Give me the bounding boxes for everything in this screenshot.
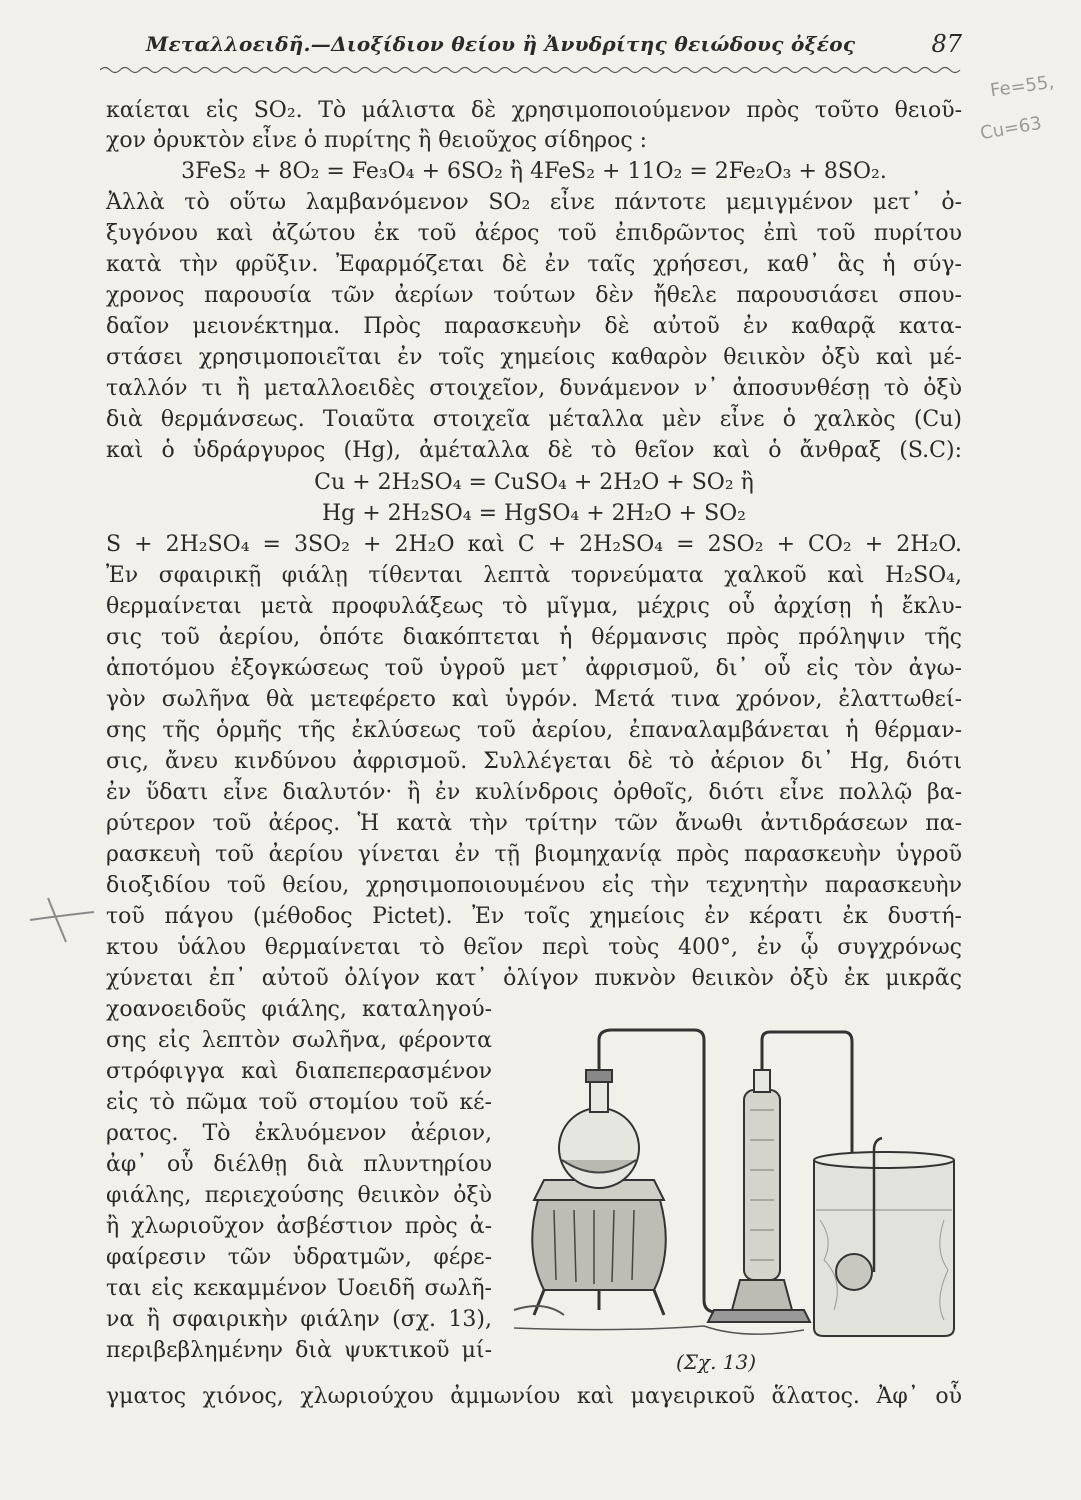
side-column-line: να ἢ σφαιρικὴν φιάλην (σχ. 13), bbox=[106, 1307, 492, 1332]
body-line: σης τῆς ὁρμῆς τῆς ἐκλύσεως τοῦ ἀερίου, ἐπαναλαμβάνεται ἡ θέρμαν- bbox=[106, 718, 962, 743]
body-line: Ἐν σφαιρικῇ φιάλῃ τίθενται λεπτὰ τορνεύματα χαλκοῦ καὶ H₂SO₄, bbox=[106, 563, 962, 588]
body-line: σις τοῦ ἀερίου, ὁπότε διακόπτεται ἡ θέρμανσις πρὸς πρόληψιν τῆς bbox=[106, 625, 962, 650]
side-column-line: στρόφιγγα καὶ διαπεπερασμένον bbox=[106, 1059, 492, 1084]
body-line: γὸν σωλῆνα θὰ μετεφέρετο καὶ ὑγρόν. Μετά τινα χρόνον, ἐλαττωθεί- bbox=[106, 687, 962, 712]
side-column-line: χοανοειδοῦς φιάλης, καταληγού- bbox=[106, 997, 492, 1022]
side-column-line: φαίρεσιν τῶν ὑδρατμῶν, φέρε- bbox=[106, 1245, 492, 1270]
round-flask-icon bbox=[559, 1070, 639, 1188]
body-line: διοξιδίου τοῦ θείου, χρησιμοποιουμένου εἰς τὴν τεχνητὴν παρασκευὴν bbox=[106, 873, 962, 898]
body-line: γματος χιόνος, χλωριούχου ἀμμωνίου καὶ μαγειρικοῦ ἅλατος. Ἀφ᾽ οὗ bbox=[106, 1384, 962, 1409]
side-column-line: ται εἰς κεκαμμένον Uοειδῆ σωλῆ- bbox=[106, 1276, 492, 1301]
body-line: ἀποτόμου ἐξογκώσεως τοῦ ὑγροῦ μετ᾽ ἀφρισμοῦ, δι᾽ οὗ εἰς τὸν ἀγω- bbox=[106, 656, 962, 681]
header-wavy-rule bbox=[100, 64, 962, 76]
body-line: ρασκευὴ τοῦ ἀερίου γίνεται ἐν τῇ βιομηχανίᾳ πρὸς παρασκευὴν ὑγροῦ bbox=[106, 842, 962, 867]
margin-note-line-1: Fe=55, bbox=[988, 71, 1056, 102]
body-line: καὶ ὁ ὑδράργυρος (Hg), ἀμέταλλα δὲ τὸ θεῖον καὶ ὁ ἄνθραξ (S.C): bbox=[106, 438, 962, 463]
body-line: ταλλόν τι ἢ μεταλλοειδὲς στοιχεῖον, δυνάμενον ν᾽ ἀποσυνθέσῃ τὸ ὀξὺ bbox=[106, 376, 962, 401]
equation-line: Cu + 2H₂SO₄ = CuSO₄ + 2H₂O + SO₂ ἢ bbox=[314, 470, 754, 495]
stove-stand-icon bbox=[514, 1180, 666, 1315]
body-line: κατὰ τὴν φρῦξιν. Ἐφαρμόζεται δὲ ἐν ταῖς χρήσεσι, καθ᾽ ἃς ἡ σύγ- bbox=[106, 252, 962, 277]
margin-note-line-2: Cu=63 bbox=[978, 112, 1044, 145]
handwritten-margin-note bbox=[980, 72, 1080, 162]
body-line: ξυγόνου καὶ ἀζώτου ἐκ τοῦ ἀέρος τοῦ ἐπιδρῶντος ἐπὶ τοῦ πυρίτου bbox=[106, 221, 962, 246]
body-line: Ἀλλὰ τὸ οὕτω λαμβανόμενον SO₂ εἶνε πάντοτε μεμιγμένον μετ᾽ ὀ- bbox=[106, 190, 962, 215]
body-line: τοῦ πάγου (μέθοδος Pictet). Ἐν τοῖς χημείοις ἐν κέρατι ἐκ δυστή- bbox=[106, 904, 962, 929]
figure-caption: (Σχ. 13) bbox=[676, 1350, 757, 1374]
body-line: χύνεται ἐπ᾽ αὐτοῦ ὀλίγον κατ᾽ ὀλίγον πυκνὸν θειικὸν ὀξὺ ἐκ μικρᾶς bbox=[106, 966, 962, 991]
body-line: ρύτερον τοῦ ἀέρος. Ἡ κατὰ τὴν τρίτην τῶν ἄνωθι ἀντιδράσεων πα- bbox=[106, 811, 962, 836]
side-column-line: σης εἰς λεπτὸν σωλῆνα, φέροντα bbox=[106, 1028, 492, 1053]
body-line: χον ὀρυκτὸν εἶνε ὁ πυρίτης ἢ θειοῦχος σίδηρος : bbox=[106, 128, 648, 153]
running-header bbox=[100, 30, 962, 64]
body-line: διὰ θερμάνσεως. Τοιαῦτα στοιχεῖα μέταλλα μὲν εἶνε ὁ χαλκὸς (Cu) bbox=[106, 407, 962, 432]
body-line: κτου ὑάλου θερμαίνεται τὸ θεῖον περὶ τοὺς 400°, ἐν ᾧ συγχρόνως bbox=[106, 935, 962, 960]
body-line: στάσει χρησιμοποιεῖται ἐν τοῖς χημείοις καθαρὸν θειικὸν ὀξὺ καὶ μέ- bbox=[106, 345, 962, 370]
side-column-line: εἰς τὸ πῶμα τοῦ στομίου τοῦ κέ- bbox=[106, 1090, 492, 1115]
figure-apparatus-illustration bbox=[504, 1010, 984, 1350]
body-line: δαῖον μειονέκτημα. Πρὸς παρασκευὴν δὲ αὐτοῦ ἐν καθαρᾷ κατα- bbox=[106, 314, 962, 339]
body-line: χρονος παρουσία τῶν ἀερίων τούτων δὲν ἤθελε παρουσιάσει σπου- bbox=[106, 283, 962, 308]
side-column-line: ἀφ᾽ οὗ διέλθῃ διὰ πλυντηρίου bbox=[106, 1152, 492, 1177]
drying-column-icon bbox=[708, 1070, 810, 1322]
equation-line: S + 2H₂SO₄ = 3SO₂ + 2H₂O καὶ C + 2H₂SO₄ = 2SO₂ + CO₂ + 2H₂O. bbox=[106, 532, 962, 557]
page-number: 87 bbox=[931, 30, 962, 58]
handwritten-cross-mark-icon bbox=[28, 890, 98, 950]
side-column-line: ρατος. Τὸ ἐκλυόμενον ἀέριον, bbox=[106, 1121, 492, 1146]
cooling-beaker-icon bbox=[814, 1138, 954, 1336]
side-column-line: ἢ χλωριοῦχον ἀσβέστιον πρὸς ἀ- bbox=[106, 1214, 492, 1239]
body-line: θερμαίνεται μετὰ προφυλάξεως τὸ μῖγμα, μέχρις οὗ ἀρχίσῃ ἡ ἔκλυ- bbox=[106, 594, 962, 619]
side-column-line: φιάλης, περιεχούσης θειικὸν ὀξὺ bbox=[106, 1183, 492, 1208]
body-line: σις, ἄνευ κινδύνου ἀφρισμοῦ. Συλλέγεται δὲ τὸ ἀέριον δι᾽ Hg, διότι bbox=[106, 749, 962, 774]
body-line: καίεται εἰς SO₂. Τὸ μάλιστα δὲ χρησιμοποιούμενον πρὸς τοῦτο θειοῦ- bbox=[106, 98, 962, 123]
header-title: Μεταλλοειδῆ.—Διοξίδιον θείου ἢ Ἀνυδρίτης θειώδους ὀξέος bbox=[146, 32, 856, 56]
equation-line: Hg + 2H₂SO₄ = HgSO₄ + 2H₂O + SO₂ bbox=[321, 501, 747, 526]
body-line: ἐν ὕδατι εἶνε διαλυτόν· ἢ ἐν κυλίνδροις ὀρθοῖς, διότι εἶνε πολλῷ βα- bbox=[106, 780, 962, 805]
side-column-line: περιβεβλημένην διὰ ψυκτικοῦ μί- bbox=[106, 1338, 492, 1363]
equation-line: 3FeS₂ + 8O₂ = Fe₃O₄ + 6SO₂ ἢ 4FeS₂ + 11O₂ = 2Fe₂O₃ + 8SO₂. bbox=[181, 159, 887, 184]
